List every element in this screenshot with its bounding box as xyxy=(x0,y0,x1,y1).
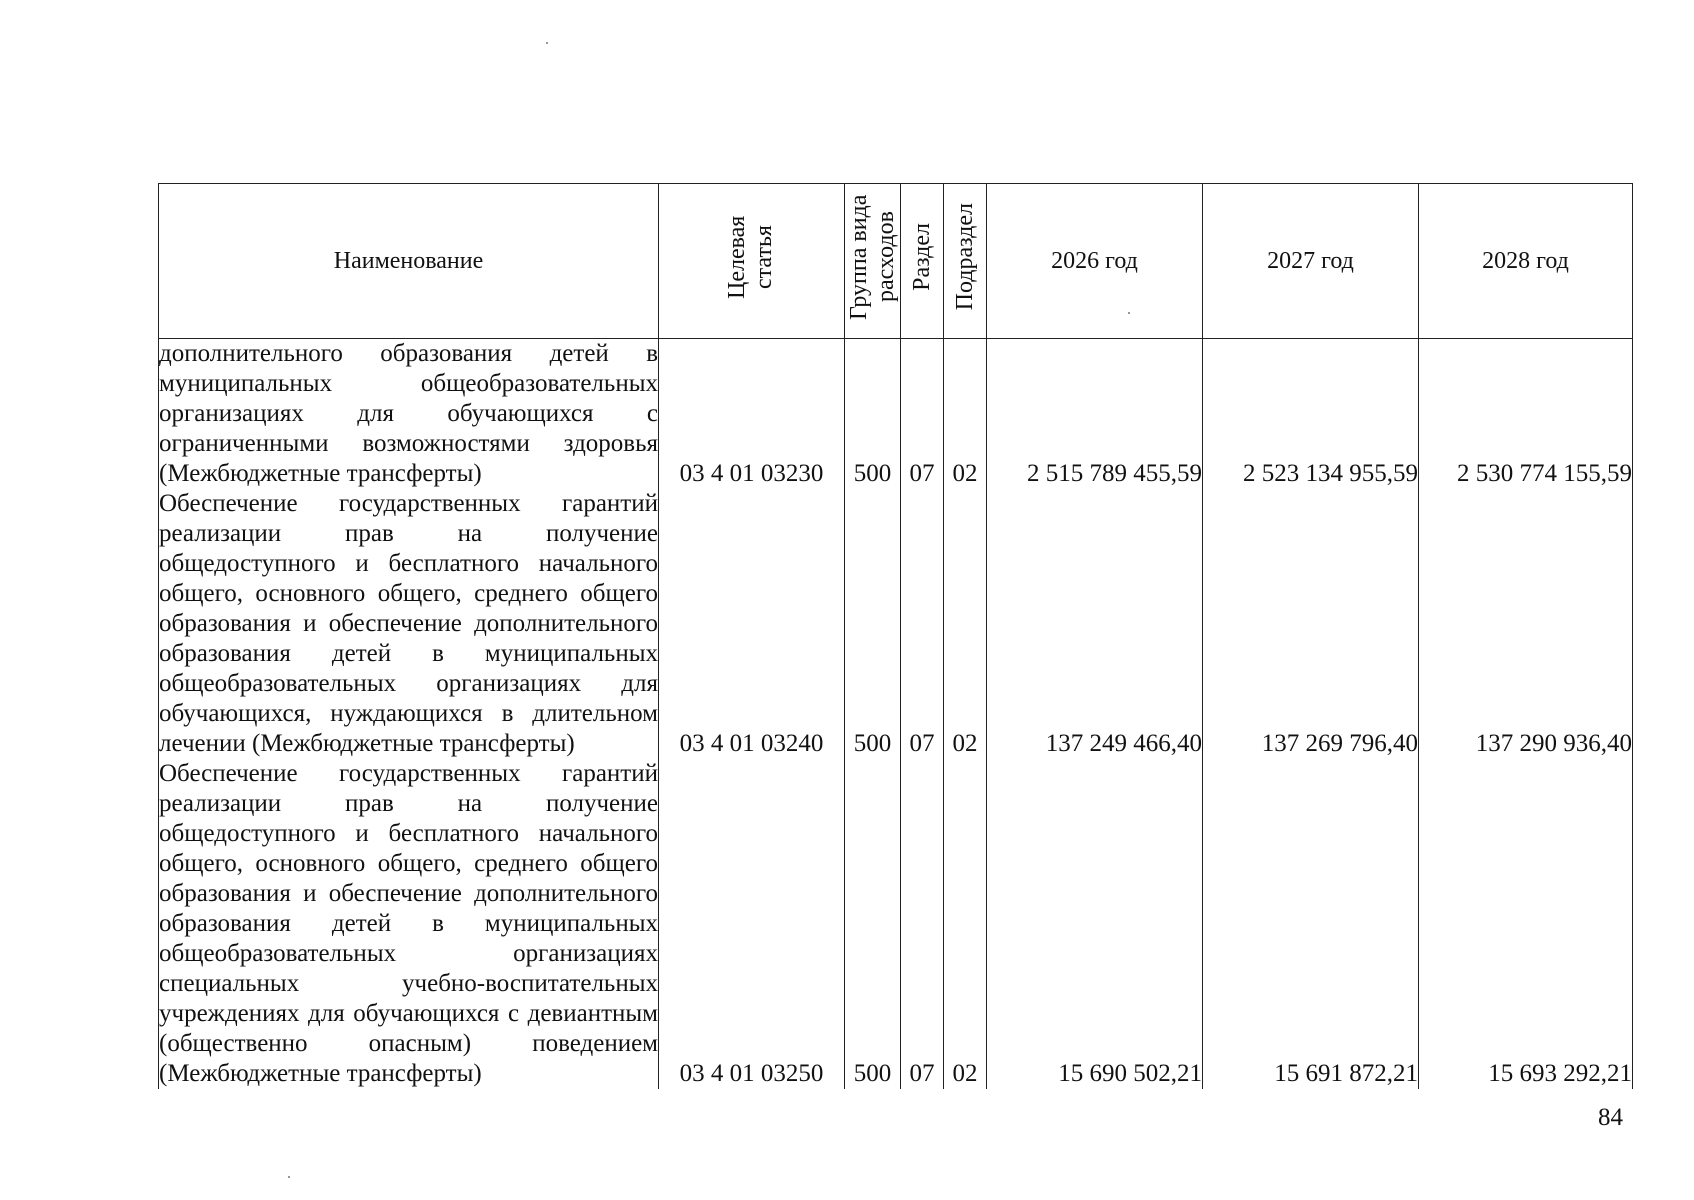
header-2028: 2028 год xyxy=(1419,184,1633,339)
row-name: Обеспечение государственных гарантий реализации прав на получение общедоступного и бесплатного начального общего, основного общего, среднего общего образования и обеспечение дополнительного образования детей в муниципальных общеобразовательных организациях специальных учебно-воспитательных учреждениях для обучающихся с девиантным (общественно опасным) поведением (Межбюджетные трансферты) xyxy=(159,760,658,1087)
row-name: дополнительного образования детей в муниципальных общеобразовательных организациях для обучающихся с ограниченными возможностями здоровья (Межбюджетные трансферты) xyxy=(159,340,658,487)
page-number: 84 xyxy=(1598,1104,1623,1131)
header-expense-group: Группа вида расходов xyxy=(845,184,901,339)
header-name: Наименование xyxy=(159,184,659,339)
row-2028: 15 693 292,21 xyxy=(1419,759,1633,1089)
row-2027: 2 523 134 955,59 xyxy=(1203,339,1419,490)
header-target-article: Целевая статья xyxy=(659,184,845,339)
header-2027: 2027 год xyxy=(1203,184,1419,339)
row-2027: 137 269 796,40 xyxy=(1203,489,1419,759)
row-2026: 2 515 789 455,59 xyxy=(987,339,1203,490)
table-row xyxy=(159,759,1633,1089)
row-expense-group: 500 xyxy=(845,489,901,759)
row-section: 07 xyxy=(901,489,944,759)
table-row xyxy=(159,339,1633,490)
row-subsection: 02 xyxy=(944,489,987,759)
row-expense-group: 500 xyxy=(845,759,901,1089)
row-2026: 15 690 502,21 xyxy=(987,759,1203,1089)
row-expense-group: 500 xyxy=(845,339,901,490)
row-target-article: 03 4 01 03250 xyxy=(659,759,845,1089)
row-target-article: 03 4 01 03230 xyxy=(659,339,845,490)
row-section: 07 xyxy=(901,339,944,490)
row-2026: 137 249 466,40 xyxy=(987,489,1203,759)
row-target-article: 03 4 01 03240 xyxy=(659,489,845,759)
row-section: 07 xyxy=(901,759,944,1089)
scan-speck xyxy=(546,42,548,44)
row-2028: 137 290 936,40 xyxy=(1419,489,1633,759)
table-header-row xyxy=(159,184,1633,339)
header-2026: 2026 год xyxy=(987,184,1203,339)
row-subsection: 02 xyxy=(944,339,987,490)
header-subsection: Подраздел xyxy=(944,184,987,339)
table-row xyxy=(159,489,1633,759)
row-name: Обеспечение государственных гарантий реализации прав на получение общедоступного и бесплатного начального общего, основного общего, среднего общего образования и обеспечение дополнительного образования детей в муниципальных общеобразовательных организациях для обучающихся, нуждающихся в длительном лечении (Межбюджетные трансферты) xyxy=(159,490,658,757)
header-section: Раздел xyxy=(901,184,944,339)
budget-table xyxy=(158,183,1633,1089)
row-subsection: 02 xyxy=(944,759,987,1089)
row-2027: 15 691 872,21 xyxy=(1203,759,1419,1089)
row-2028: 2 530 774 155,59 xyxy=(1419,339,1633,490)
scan-speck xyxy=(288,1176,290,1178)
